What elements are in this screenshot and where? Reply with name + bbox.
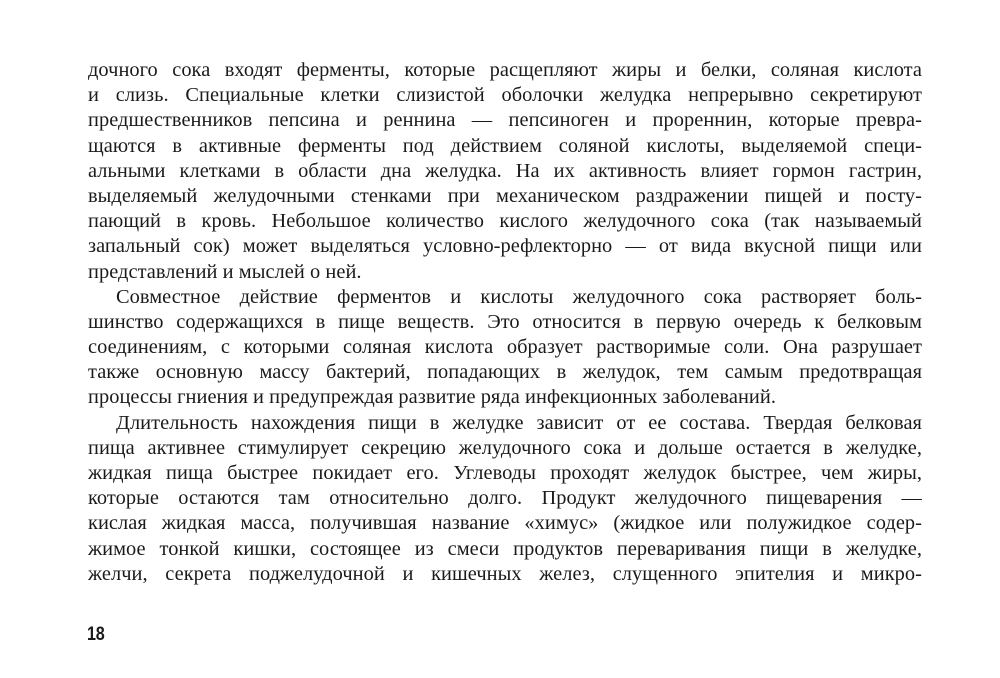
text-line: процессы гниения и предупреждая развитие ряда инфекционных заболеваний. <box>88 386 776 409</box>
text-line: которые остаются там относительно долго. Продукт желудочного пищеварения — <box>88 487 922 510</box>
text-line: Длительность нахождения пищи в желудке зависит от ее состава. Твердая белковая <box>116 411 922 434</box>
text-line: пающий в кровь. Небольшое количество кислого желудочного сока (так называемый <box>88 210 922 233</box>
text-line: альными клетками в области дна желудка. На их активность влияет гормон гастрин, <box>88 159 922 182</box>
text-line: запальный сок) может выделяться условно-рефлекторно — от вида вкусной пищи или <box>88 235 922 258</box>
text-line: предшественников пепсина и реннина — пепсиноген и прореннин, которые превра- <box>88 109 922 132</box>
text-line: также основную массу бактерий, попадающих в желудок, тем самым предотвращая <box>88 361 922 384</box>
page-body <box>88 58 922 587</box>
text-line: шинство содержащихся в пище веществ. Это относится в первую очередь к белковым <box>88 310 922 333</box>
text-line: кислая жидкая масса, получившая название «химус» (жидкое или полужидкое содер- <box>88 512 922 535</box>
text-line: жимое тонкой кишки, состоящее из смеси продуктов переваривания пищи в желудке, <box>88 537 922 560</box>
paragraph-2 <box>88 285 922 411</box>
text-line: щаются в активные ферменты под действием соляной кислоты, выделяемой специ- <box>88 134 922 157</box>
text-line: представлений и мыслей о ней. <box>88 260 362 283</box>
paragraph-1 <box>88 58 922 285</box>
text-line: соединениям, с которыми соляная кислота образует растворимые соли. Она разрушает <box>88 336 922 359</box>
text-line: жидкая пища быстрее покидает его. Углеводы проходят желудок быстрее, чем жиры, <box>88 462 922 484</box>
text-line: желчи, секрета поджелудочной и кишечных желез, слущенного эпителия и микро- <box>88 562 922 585</box>
text-line: выделяемый желудочными стенками при механическом раздражении пищей и посту- <box>88 184 922 207</box>
text-line: и слизь. Специальные клетки слизистой оболочки желудка непрерывно секретируют <box>88 84 922 107</box>
text-line: пища активнее стимулирует секрецию желудочного сока и дольше остается в желудке, <box>88 436 922 459</box>
paragraph-3 <box>88 411 922 587</box>
text-line: дочного сока входят ферменты, которые расщепляют жиры и белки, соляная кислота <box>88 59 922 81</box>
text-line: Совместное действие ферментов и кислоты желудочного сока растворяет боль- <box>116 285 922 308</box>
page-number: 18 <box>87 624 105 645</box>
